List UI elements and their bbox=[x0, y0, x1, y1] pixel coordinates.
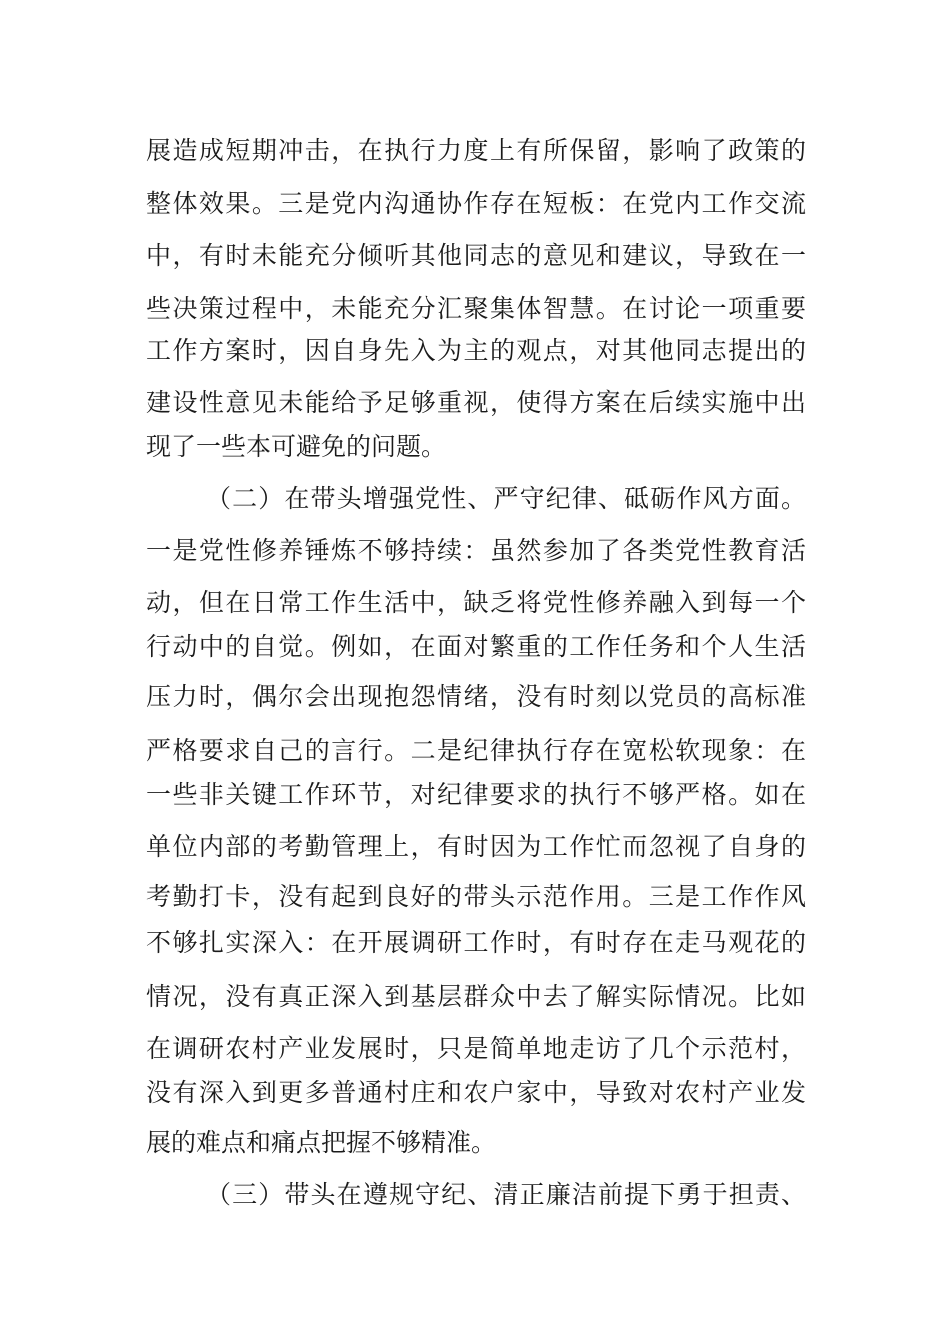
text-line: 整体效果。三是党内沟通协作存在短板：在党内工作交流 bbox=[146, 189, 806, 218]
text-line: 动，但在日常工作生活中，缺乏将党性修养融入到每一个 bbox=[146, 588, 806, 617]
section-heading: （二）在带头增强党性、严守纪律、砥砺作风方面。 bbox=[206, 484, 806, 513]
text-line: 现了一些本可避免的问题。 bbox=[146, 432, 447, 461]
text-line: 一些非关键工作环节，对纪律要求的执行不够严格。如在 bbox=[146, 780, 806, 809]
text-line: 中，有时未能充分倾听其他同志的意见和建议，导致在一 bbox=[146, 241, 806, 270]
text-line: 展造成短期冲击，在执行力度上有所保留，影响了政策的 bbox=[146, 136, 806, 165]
text-line: 压力时，偶尔会出现抱怨情绪，没有时刻以党员的高标准 bbox=[146, 682, 806, 711]
text-line: 没有深入到更多普通村庄和农户家中，导致对农村产业发 bbox=[146, 1078, 806, 1107]
text-line: 一是党性修养锤炼不够持续：虽然参加了各类党性教育活 bbox=[146, 536, 806, 565]
text-line: 单位内部的考勤管理上，有时因为工作忙而忽视了自身的 bbox=[146, 832, 806, 861]
text-line: 工作方案时，因自身先入为主的观点，对其他同志提出的 bbox=[146, 336, 806, 365]
section-heading: （三）带头在遵规守纪、清正廉洁前提下勇于担责、 bbox=[206, 1180, 806, 1209]
text-line: 不够扎实深入：在开展调研工作时，有时存在走马观花的 bbox=[146, 928, 806, 957]
text-line: 在调研农村产业发展时，只是简单地走访了几个示范村， bbox=[146, 1034, 806, 1063]
text-line: 展的难点和痛点把握不够精准。 bbox=[146, 1128, 497, 1157]
text-line: 行动中的自觉。例如，在面对繁重的工作任务和个人生活 bbox=[146, 632, 806, 661]
text-line: 情况，没有真正深入到基层群众中去了解实际情况。比如 bbox=[146, 982, 806, 1011]
text-line: 严格要求自己的言行。二是纪律执行存在宽松软现象：在 bbox=[146, 736, 806, 765]
text-line: 建设性意见未能给予足够重视，使得方案在后续实施中出 bbox=[146, 388, 806, 417]
text-line: 些决策过程中，未能充分汇聚集体智慧。在讨论一项重要 bbox=[146, 294, 806, 323]
text-line: 考勤打卡，没有起到良好的带头示范作用。三是工作作风 bbox=[146, 882, 806, 911]
